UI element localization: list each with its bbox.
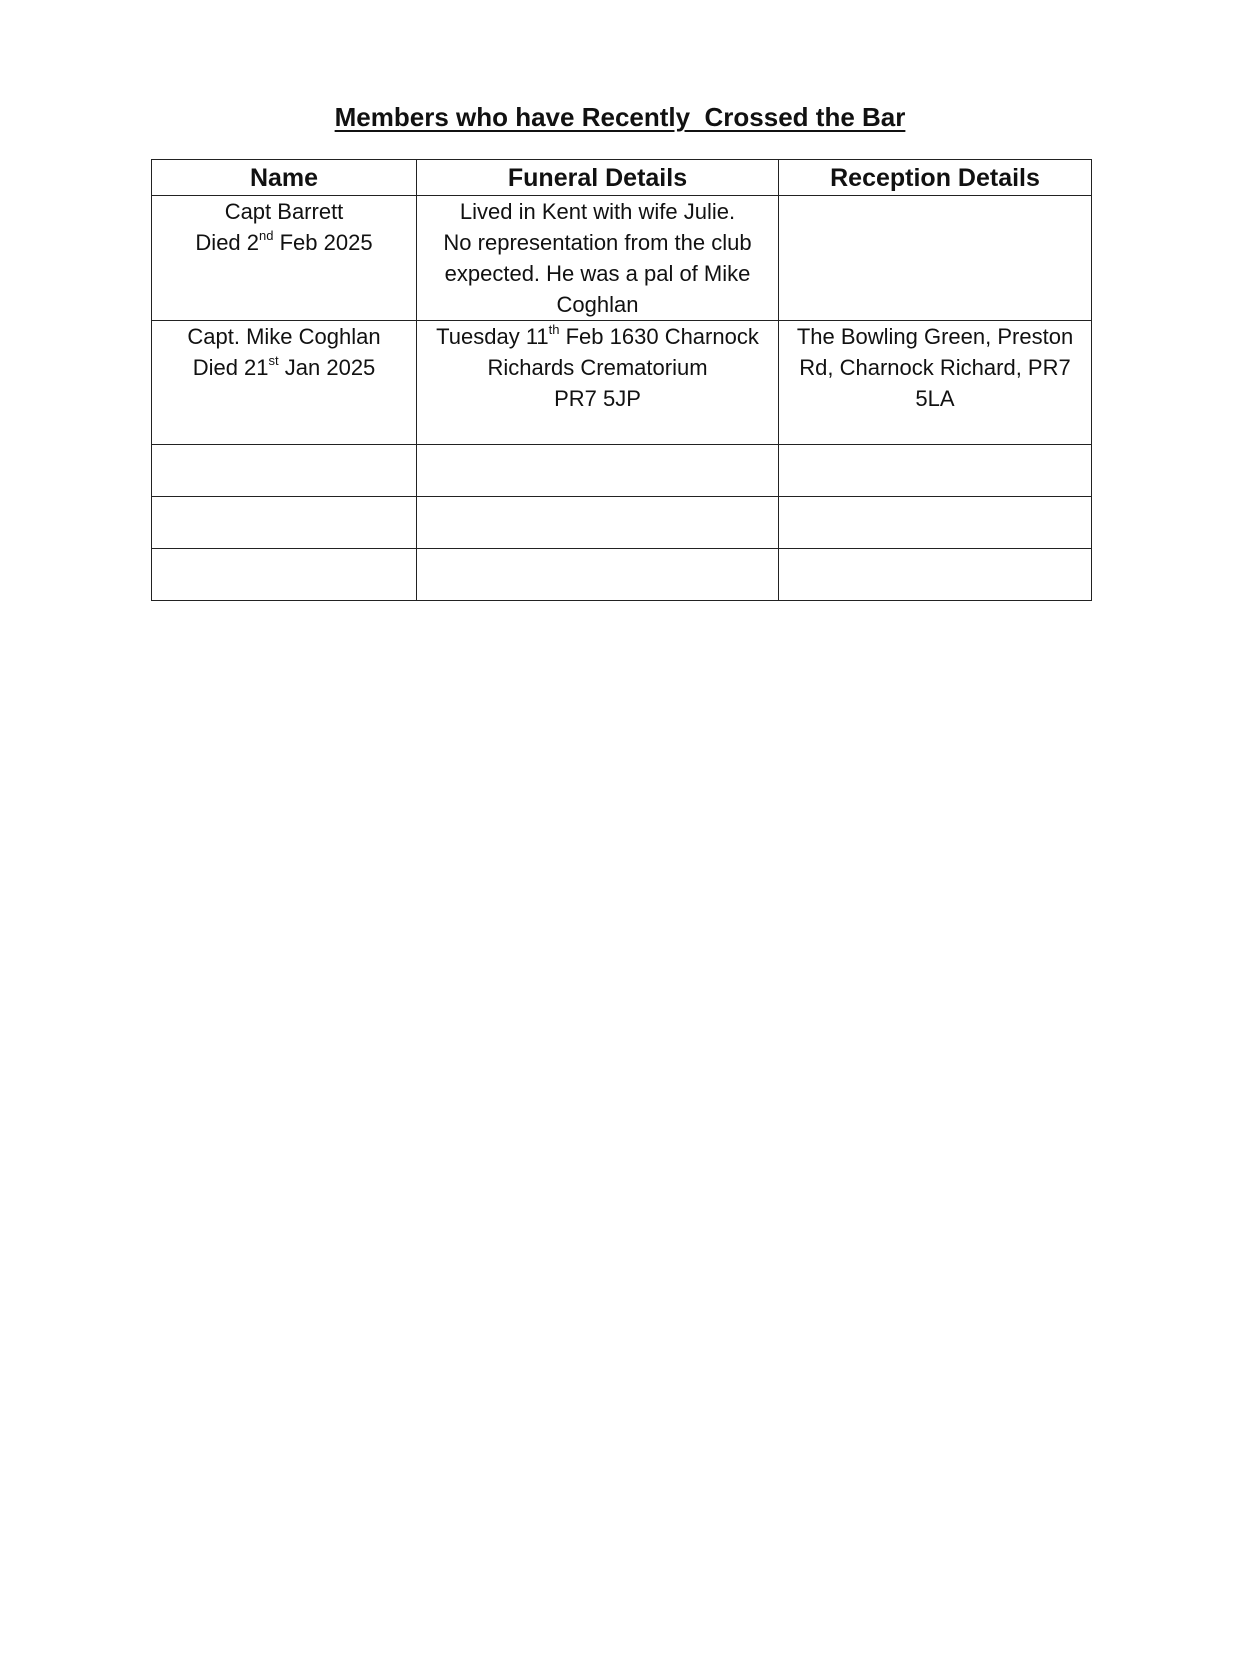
table-row-empty xyxy=(152,445,1092,497)
empty-cell xyxy=(152,445,417,497)
reception-details-cell xyxy=(779,321,1092,445)
empty-cell xyxy=(417,445,779,497)
empty-cell xyxy=(779,497,1092,549)
funeral-details-line: expected. He was a pal of Mike xyxy=(444,261,751,286)
table-header-row xyxy=(152,160,1092,196)
table-row xyxy=(152,196,1092,321)
funeral-details-line: Lived in Kent with wife Julie. xyxy=(459,199,736,224)
empty-cell xyxy=(779,445,1092,497)
funeral-details-line: No representation from the club xyxy=(443,230,752,255)
table-row-empty xyxy=(152,497,1092,549)
members-table xyxy=(151,159,1092,601)
reception-details-line: Rd, Charnock Richard, PR7 xyxy=(799,355,1071,380)
reception-details-line: 5LA xyxy=(915,386,955,411)
page-title: Members who have Recently Crossed the Bar xyxy=(334,102,906,132)
name-cell xyxy=(152,196,417,321)
empty-cell xyxy=(152,497,417,549)
name-cell xyxy=(152,321,417,445)
date-of-death: Died 21st Jan 2025 xyxy=(192,352,376,380)
funeral-details-cell xyxy=(417,196,779,321)
funeral-details-line: Coghlan xyxy=(556,292,639,317)
table-row xyxy=(152,321,1092,445)
column-header-reception-details: Reception Details xyxy=(779,160,1092,196)
member-name: Capt. Mike Coghlan xyxy=(187,324,381,349)
table-row-empty xyxy=(152,549,1092,601)
empty-cell xyxy=(152,549,417,601)
column-header-funeral-details: Funeral Details xyxy=(417,160,779,196)
reception-details-line: The Bowling Green, Preston xyxy=(796,324,1074,349)
column-header-name: Name xyxy=(152,160,417,196)
funeral-details-line: Tuesday 11th Feb 1630 Charnock xyxy=(436,321,759,349)
funeral-details-line: PR7 5JP xyxy=(554,386,641,411)
empty-cell xyxy=(417,549,779,601)
reception-details-cell xyxy=(779,196,1092,321)
member-name: Capt Barrett xyxy=(224,199,344,224)
funeral-details-line: Richards Crematorium xyxy=(487,355,708,380)
funeral-details-cell xyxy=(417,321,779,445)
date-of-death: Died 2nd Feb 2025 xyxy=(195,227,373,255)
empty-cell xyxy=(417,497,779,549)
empty-cell xyxy=(779,549,1092,601)
